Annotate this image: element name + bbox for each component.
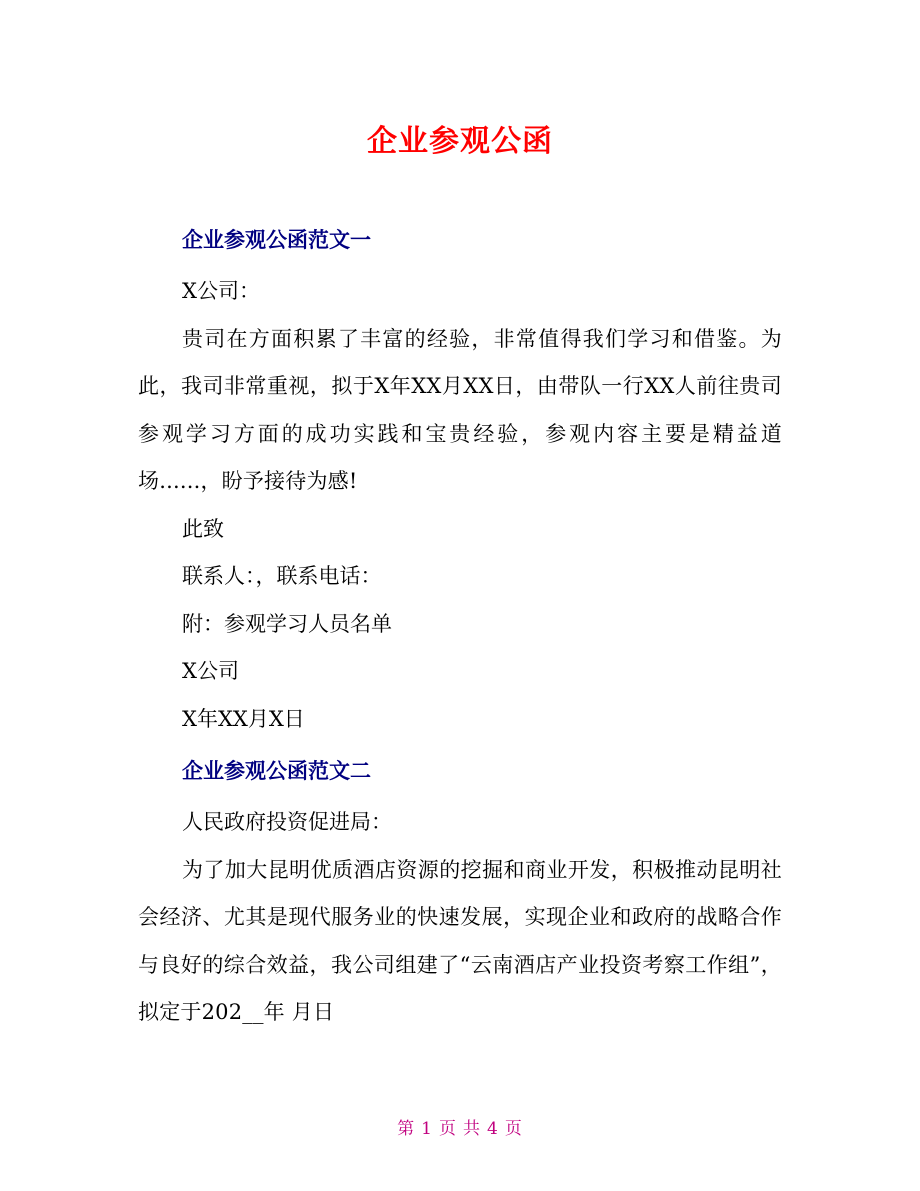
letter-salutation-1: X公司： bbox=[182, 279, 260, 303]
footer-page-number: 1 bbox=[421, 1119, 433, 1139]
letter-date-1: X年XX月X日 bbox=[182, 706, 305, 731]
section-heading-1: 企业参观公函范文一 bbox=[182, 228, 371, 252]
letter-body-1: 贵司在方面积累了丰富的经验，非常值得我们学习和借鉴。为此，我司非常重视，拟于X年XX月XX日，由带队一行XX人前往贵司参观学习方面的成功实践和宝贵经验，参观内容主要是精益道场......，盼予接待为感! bbox=[138, 326, 782, 493]
letter-attachment-1: 附：参观学习人员名单 bbox=[182, 611, 392, 636]
footer-total-word: 共 bbox=[463, 1119, 481, 1139]
document-title: 企业参观公函 bbox=[367, 124, 553, 159]
section-heading-2: 企业参观公函范文二 bbox=[182, 759, 371, 783]
footer-suffix: 页 bbox=[504, 1119, 523, 1139]
page-footer bbox=[0, 1114, 920, 1139]
letter-contact-1: 联系人：，联系电话： bbox=[182, 564, 382, 588]
footer-page-word: 页 bbox=[439, 1119, 457, 1139]
document-body bbox=[138, 220, 782, 1037]
letter-salutation-2: 人民政府投资促进局： bbox=[182, 810, 392, 834]
footer-total-pages: 4 bbox=[487, 1119, 499, 1139]
letter-signature-1: X公司 bbox=[182, 659, 239, 683]
letter-body-2: 为了加大昆明优质酒店资源的挖掘和商业开发，积极推动昆明社会经济、尤其是现代服务业的快速发展，实现企业和政府的战略合作与良好的综合效益，我公司组建了“云南酒店产业投资考察工作组”，拟定于202__年 月日 bbox=[138, 857, 782, 1024]
footer-prefix: 第 bbox=[397, 1119, 416, 1139]
letter-closing-1: 此致 bbox=[182, 516, 224, 541]
